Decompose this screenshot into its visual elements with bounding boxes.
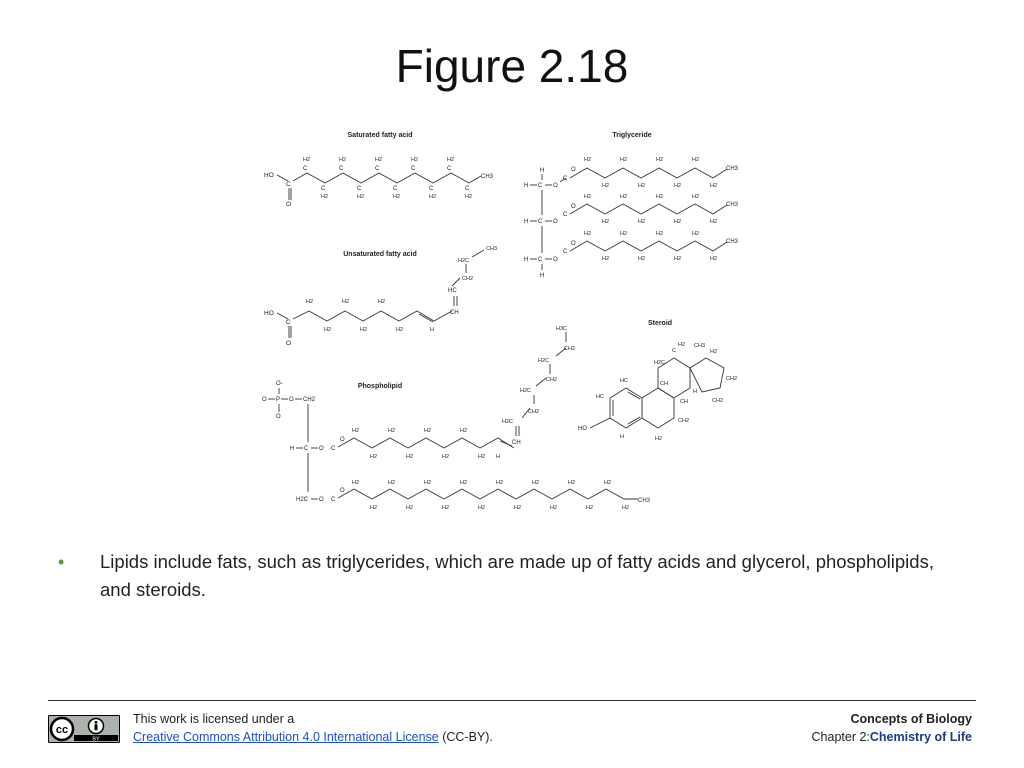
svg-text:H2: H2 — [532, 480, 540, 486]
svg-text:H2: H2 — [656, 231, 664, 237]
chapter-prefix: Chapter 2: — [811, 730, 870, 744]
svg-text:H2C: H2C — [654, 360, 666, 366]
svg-text:H2: H2 — [460, 428, 468, 434]
svg-text:H2: H2 — [655, 436, 663, 442]
svg-text:H2: H2 — [370, 505, 378, 511]
license-link[interactable]: Creative Commons Attribution 4.0 International License — [133, 730, 439, 744]
svg-text:C: C — [286, 319, 291, 326]
svg-text:H2: H2 — [496, 480, 504, 486]
svg-text:C: C — [563, 249, 568, 255]
svg-text:H2: H2 — [678, 342, 686, 348]
svg-text:CH3: CH3 — [638, 498, 651, 504]
svg-text:HC: HC — [596, 394, 604, 400]
svg-text:O: O — [286, 340, 292, 347]
svg-text:C: C — [538, 183, 543, 189]
svg-text:HO: HO — [264, 172, 274, 179]
chapter-label — [812, 729, 972, 746]
heading-phospholipid: Phospholipid — [357, 383, 403, 390]
svg-text:C: C — [375, 166, 380, 172]
svg-text:H2: H2 — [352, 428, 360, 434]
steroid-structure — [578, 342, 737, 442]
svg-text:O: O — [319, 446, 324, 452]
svg-text:HO: HO — [264, 310, 274, 317]
svg-text:H2: H2 — [393, 194, 401, 200]
svg-text:H2: H2 — [342, 299, 350, 305]
footer-divider — [48, 700, 976, 701]
by-badge-label: BY — [92, 736, 100, 743]
svg-text:H2C: H2C — [458, 258, 470, 264]
license-intro: This work is licensed under a — [133, 712, 295, 726]
svg-text:H2: H2 — [710, 183, 718, 189]
svg-text:H2: H2 — [406, 505, 414, 511]
svg-text:HC: HC — [620, 378, 628, 384]
svg-text:C: C — [321, 186, 326, 192]
unsaturated-fatty-acid-structure — [264, 246, 497, 347]
svg-text:O: O — [319, 497, 324, 503]
svg-text:O: O — [340, 437, 345, 443]
svg-text:CH2: CH2 — [462, 276, 474, 282]
license-line — [133, 729, 493, 746]
svg-text:H2: H2 — [442, 454, 450, 460]
svg-text:H2: H2 — [622, 505, 630, 511]
svg-text:C: C — [538, 257, 543, 263]
svg-text:H2: H2 — [396, 327, 404, 333]
svg-text:H: H — [693, 389, 697, 395]
svg-text:H2: H2 — [710, 219, 718, 225]
svg-text:CH: CH — [660, 381, 668, 387]
svg-text:H2: H2 — [568, 480, 576, 486]
svg-text:H: H — [540, 168, 545, 174]
svg-text:H2: H2 — [388, 428, 396, 434]
cc-badge-label: cc — [55, 724, 69, 736]
svg-text:H2: H2 — [429, 194, 437, 200]
svg-text:O: O — [553, 183, 558, 189]
svg-text:H: H — [524, 257, 529, 263]
svg-text:H2: H2 — [411, 157, 419, 163]
svg-text:H2: H2 — [604, 480, 612, 486]
svg-text:H2: H2 — [638, 256, 646, 262]
svg-text:O: O — [340, 488, 345, 494]
svg-text:H2: H2 — [442, 505, 450, 511]
svg-text:C: C — [393, 186, 398, 192]
svg-text:H2: H2 — [406, 454, 414, 460]
svg-text:H2: H2 — [584, 231, 592, 237]
svg-text:H2: H2 — [692, 157, 700, 163]
svg-text:H2: H2 — [321, 194, 329, 200]
svg-text:H2: H2 — [656, 194, 664, 200]
heading-steroid: Steroid — [647, 320, 673, 327]
svg-text:H2: H2 — [674, 219, 682, 225]
svg-text:CH2: CH2 — [564, 346, 576, 352]
svg-text:CH2: CH2 — [303, 397, 316, 403]
lipid-structures-figure — [250, 120, 770, 520]
svg-text:H2: H2 — [352, 480, 360, 486]
saturated-fatty-acid-structure — [264, 157, 494, 208]
svg-text:H2: H2 — [638, 183, 646, 189]
svg-text:O: O — [571, 204, 576, 210]
svg-text:H2C: H2C — [520, 388, 532, 394]
svg-text:H2: H2 — [306, 299, 314, 305]
svg-text:O: O — [276, 414, 281, 420]
svg-text:CH2: CH2 — [528, 409, 540, 415]
svg-text:C: C — [447, 166, 452, 172]
bullet-marker: • — [58, 552, 65, 572]
svg-text:H2: H2 — [710, 256, 718, 262]
svg-text:C: C — [331, 446, 336, 452]
svg-text:H2: H2 — [550, 505, 558, 511]
svg-text:H: H — [620, 434, 624, 440]
svg-text:C: C — [339, 166, 344, 172]
svg-text:CH3: CH3 — [726, 239, 739, 245]
svg-text:C: C — [303, 166, 308, 172]
svg-text:H2: H2 — [710, 349, 718, 355]
svg-text:O: O — [571, 167, 576, 173]
svg-text:H2: H2 — [602, 183, 610, 189]
svg-text:H: H — [524, 219, 529, 225]
svg-text:CH2: CH2 — [726, 376, 738, 382]
svg-text:H2C: H2C — [502, 419, 514, 425]
svg-text:H2: H2 — [303, 157, 311, 163]
svg-text:CH2: CH2 — [546, 377, 558, 383]
svg-text:O: O — [571, 241, 576, 247]
svg-text:H2: H2 — [424, 480, 432, 486]
svg-text:H2: H2 — [514, 505, 522, 511]
svg-text:C: C — [563, 176, 568, 182]
svg-text:H3C: H3C — [556, 326, 568, 332]
svg-text:CH2: CH2 — [712, 398, 724, 404]
svg-text:H2: H2 — [674, 183, 682, 189]
svg-text:C: C — [357, 186, 362, 192]
svg-text:H2: H2 — [360, 327, 368, 333]
course-title: Concepts of Biology — [850, 712, 972, 726]
svg-text:C: C — [286, 181, 291, 188]
svg-text:H2: H2 — [584, 194, 592, 200]
svg-text:O-: O- — [276, 381, 283, 387]
svg-text:H2: H2 — [370, 454, 378, 460]
svg-text:H2: H2 — [447, 157, 455, 163]
heading-unsaturated-fatty-acid: Unsaturated fatty acid — [343, 251, 417, 258]
svg-text:H2C: H2C — [296, 497, 309, 503]
svg-text:H2: H2 — [620, 194, 628, 200]
svg-text:O: O — [262, 397, 267, 403]
svg-text:H2: H2 — [692, 231, 700, 237]
svg-text:H: H — [290, 446, 295, 452]
svg-text:H2: H2 — [388, 480, 396, 486]
svg-text:H2: H2 — [586, 505, 594, 511]
svg-text:P: P — [276, 397, 281, 403]
svg-text:H2: H2 — [324, 327, 332, 333]
svg-text:H2: H2 — [460, 480, 468, 486]
svg-text:C: C — [331, 497, 336, 503]
svg-text:C: C — [465, 186, 470, 192]
svg-text:H2: H2 — [656, 157, 664, 163]
svg-text:C: C — [563, 212, 568, 218]
triglyceride-structure — [524, 157, 739, 279]
phospholipid-structure — [262, 326, 651, 511]
svg-text:H2: H2 — [602, 256, 610, 262]
svg-text:CH3: CH3 — [694, 343, 706, 349]
svg-text:H2: H2 — [424, 428, 432, 434]
svg-text:C: C — [304, 446, 309, 452]
svg-text:H: H — [540, 273, 545, 279]
svg-text:H2: H2 — [620, 157, 628, 163]
svg-text:H2: H2 — [357, 194, 365, 200]
svg-text:H2: H2 — [692, 194, 700, 200]
svg-text:H2C: H2C — [538, 358, 550, 364]
svg-text:C: C — [411, 166, 416, 172]
svg-text:O: O — [553, 257, 558, 263]
bullet-text: Lipids include fats, such as triglycerides, which are made up of fatty acids and glycerol, phospholipids, and steroids. — [100, 551, 934, 600]
svg-text:H2: H2 — [602, 219, 610, 225]
svg-text:CH3: CH3 — [726, 202, 739, 208]
svg-text:C: C — [538, 219, 543, 225]
svg-text:C: C — [429, 186, 434, 192]
slide-title: Figure 2.18 — [395, 40, 629, 92]
svg-text:H2: H2 — [638, 219, 646, 225]
svg-text:CH2: CH2 — [678, 418, 690, 424]
heading-saturated-fatty-acid: Saturated fatty acid — [347, 132, 413, 139]
svg-text:H2: H2 — [339, 157, 347, 163]
svg-text:H2: H2 — [375, 157, 383, 163]
svg-text:H2: H2 — [465, 194, 473, 200]
svg-text:H2: H2 — [378, 299, 386, 305]
svg-text:O: O — [553, 219, 558, 225]
svg-text:H: H — [430, 327, 434, 333]
svg-text:CH3: CH3 — [726, 166, 739, 172]
svg-text:H2: H2 — [478, 454, 486, 460]
creative-commons-by-icon[interactable] — [48, 715, 120, 743]
svg-text:CH3: CH3 — [481, 174, 494, 180]
svg-text:C: C — [672, 348, 676, 354]
svg-text:O: O — [289, 397, 294, 403]
svg-text:H2: H2 — [478, 505, 486, 511]
svg-text:H: H — [524, 183, 529, 189]
chapter-name: Chemistry of Life — [869, 730, 972, 744]
svg-text:HC: HC — [448, 288, 457, 294]
svg-text:O: O — [286, 201, 292, 208]
svg-text:H2: H2 — [674, 256, 682, 262]
svg-text:CH: CH — [450, 310, 459, 316]
svg-text:H: H — [496, 454, 500, 460]
svg-text:HO: HO — [578, 426, 587, 432]
svg-text:H2: H2 — [620, 231, 628, 237]
heading-triglyceride: Triglyceride — [612, 132, 652, 139]
svg-text:CH: CH — [680, 399, 688, 405]
svg-text:CH3: CH3 — [486, 246, 498, 252]
svg-text:H2: H2 — [584, 157, 592, 163]
license-suffix: (CC-BY). — [438, 730, 493, 744]
svg-text:CH: CH — [512, 440, 521, 446]
